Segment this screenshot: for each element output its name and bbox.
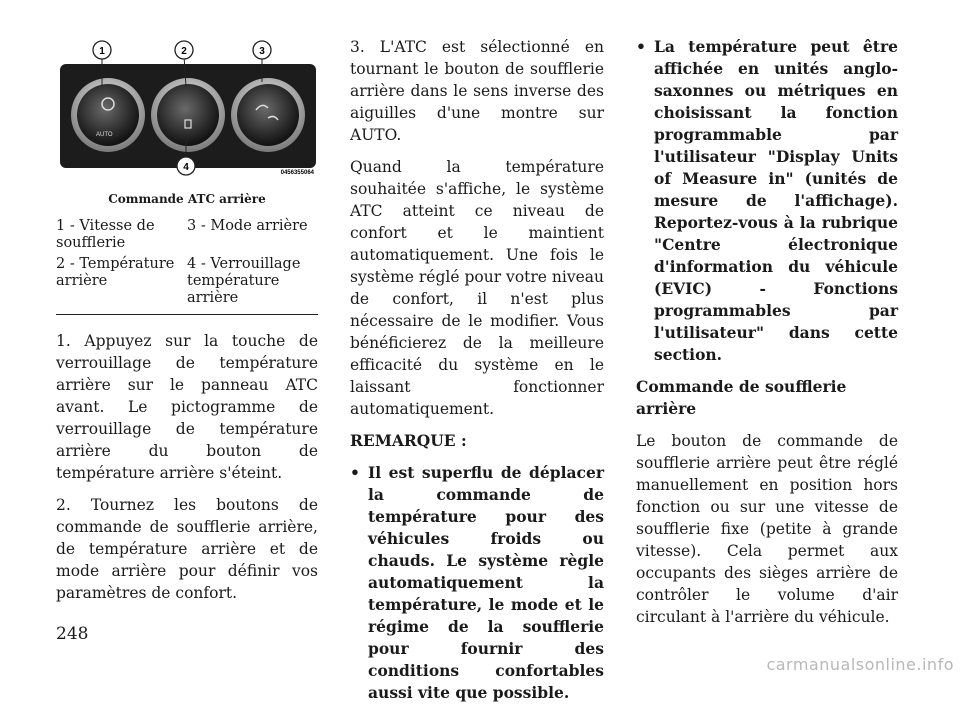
legend-divider <box>56 314 318 315</box>
step-3: 3. L'ATC est sélectionné en tournant le bouton de soufflerie arrière dans le sens inverse des aiguilles d'une montre sur AUTO. <box>350 38 604 144</box>
step-1: 1. Appuyez sur la touche de verrouillage de température arrière sur le panneau ATC avant. Le pictogramme de verrouillage de température arrière du bouton de température arrière s'éteint. <box>56 332 318 482</box>
column-3 <box>636 36 898 628</box>
legend-item-2: 2 - Température arrière <box>56 256 175 289</box>
step-2: 2. Tournez les boutons de commande de soufflerie arrière, de température arrière et de mode arrière pour définir vos paramètres de confort. <box>56 496 318 602</box>
callout-3-label: 3 <box>259 46 265 57</box>
column-1 <box>56 330 318 604</box>
auto-label: AUTO <box>96 132 113 138</box>
atc-panel-illustration <box>60 40 316 180</box>
callout-4-label: 4 <box>183 162 189 173</box>
temperature-knob <box>157 84 219 146</box>
watermark: carmanualsonline.info <box>766 655 954 674</box>
blower-paragraph: Le bouton de commande de soufflerie arrière peut être réglé manuellement en position hors fonction ou sur une vitesse de soufflerie fixe (petite à grande vitesse). Cela permet aux occupants des sièges arrière de contrôler le volume d'air circulant à l'arrière du véhicule. <box>636 432 898 626</box>
units-bullet-text: La température peut être affichée en unités anglo-saxonnes ou métriques en choisissant la fonction programmable par l'utilisateur "Display Units of Measure in" (unités de mesure de l'affichage). Reportez-vous à la rubrique "Centre électronique d'information du véhicule (EVIC) - Fonctions programmables par l'utilisateur" dans cette section. <box>654 37 898 364</box>
page-number: 248 <box>56 624 89 644</box>
atc-rear-control-figure <box>60 40 316 180</box>
legend-item-3: 3 - Mode arrière <box>187 218 308 234</box>
section-heading: Commande de soufflerie arrière <box>636 377 847 418</box>
figure-legend <box>56 218 318 311</box>
callout-1-label: 1 <box>99 46 105 57</box>
mode-knob <box>237 84 299 146</box>
remark-bullet: • Il est superflu de déplacer la commande de température pour des véhicules froids ou chauds. Le système règle automatiquement la température, le mode et le régime de la soufflerie pour fournir des conditions confortables aussi vite que possible. <box>350 463 604 702</box>
remark-bullet-text: Il est superflu de déplacer la commande de température pour des véhicules froids ou chauds. Le système règle automatiquement la température, le mode et le régime de la soufflerie pour fournir des conditions confortables aussi vite que possible. <box>368 463 604 702</box>
image-code: 0456355064 <box>280 170 314 176</box>
legend-item-4: 4 - Verrouillage température arrière <box>187 256 301 306</box>
legend-item-1: 1 - Vitesse de soufflerie <box>56 218 155 251</box>
remark-label: REMARQUE : <box>350 431 467 450</box>
figure-caption: Commande ATC arrière <box>108 192 266 206</box>
units-bullet: • La température peut être affichée en unités anglo-saxonnes ou métriques en choisissant la fonction programmable par l'utilisateur "Display Units of Measure in" (unités de mesure de l'affichage). Reportez-vous à la rubrique "Centre électronique d'information du véhicule (EVIC) - Fonctions programmables par l'utilisateur" dans cette section. <box>636 37 898 364</box>
column-2 <box>350 36 604 704</box>
auto-paragraph: Quand la température souhaitée s'affiche, le système ATC atteint ce niveau de confort et le maintient automatiquement. Une fois le système réglé pour votre niveau de confort, il n'est plus nécessaire de le modifier. Vous bénéficierez de la meilleure efficacité du système en le laissant fonctionner automatiquement. <box>350 158 604 418</box>
callout-2-label: 2 <box>181 46 187 57</box>
